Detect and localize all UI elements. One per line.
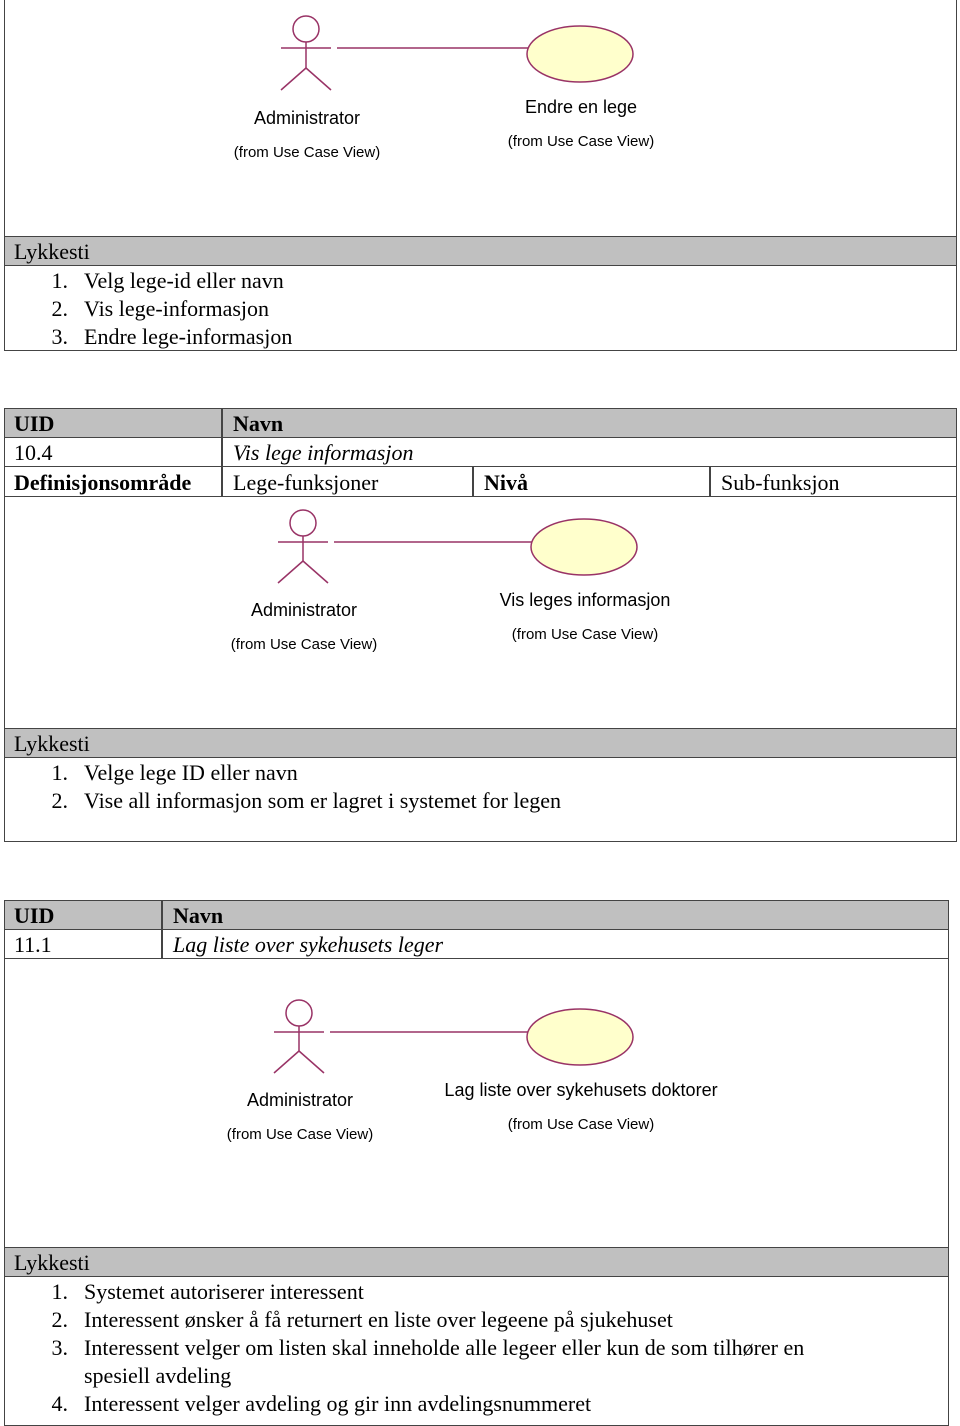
list-item: spesiell avdeling — [84, 1363, 232, 1388]
actor-from-label: (from Use Case View) — [233, 144, 381, 161]
use-case-name: Vis leges informasjon — [499, 590, 671, 610]
list-item: 3. Interessent velger om listen skal inneholde alle legeer eller kun de som tilhører en — [51, 1335, 805, 1360]
list-item: 1. Velg lege-id eller navn — [51, 268, 284, 293]
uid-value: 10.4 — [14, 440, 53, 465]
uid-header: UID — [14, 411, 55, 436]
success-label: Lykkesti — [14, 1250, 90, 1275]
actor-from-label: (from Use Case View) — [230, 636, 378, 653]
actor-name: Administrator — [246, 1090, 354, 1110]
actor-from-label: (from Use Case View) — [226, 1126, 374, 1143]
use-case-from-label: (from Use Case View) — [511, 626, 659, 643]
use-case-name: Lag liste over sykehusets doktorer — [444, 1080, 718, 1100]
use-case-name: Endre en lege — [524, 97, 638, 117]
list-item: 4. Interessent velger avdeling og gir inn avdelingsnummeret — [51, 1391, 592, 1416]
uid-header: UID — [14, 903, 55, 928]
success-label: Lykkesti — [14, 239, 90, 264]
success-header — [4, 1247, 949, 1277]
uid-value: 11.1 — [14, 932, 52, 957]
name-value: Vis lege informasjon — [233, 440, 414, 465]
actor-name: Administrator — [250, 600, 358, 620]
list-item: 1. Systemet autoriserer interessent — [51, 1279, 364, 1304]
name-value: Lag liste over sykehusets leger — [173, 932, 444, 957]
level-label: Nivå — [484, 470, 528, 495]
name-header: Navn — [233, 411, 284, 436]
list-item: 1. Velge lege ID eller navn — [51, 760, 298, 785]
list-item: 2. Vis lege-informasjon — [51, 296, 270, 321]
domain-value: Lege-funksjoner — [233, 470, 379, 495]
level-value: Sub-funksjon — [721, 470, 840, 495]
list-item: 2. Vise all informasjon som er lagret i systemet for legen — [51, 788, 562, 813]
use-case-from-label: (from Use Case View) — [507, 133, 655, 150]
use-case-from-label: (from Use Case View) — [507, 1116, 655, 1133]
list-item: 2. Interessent ønsker å få returnert en liste over legeene på sjukehuset — [51, 1307, 673, 1332]
list-item: 3. Endre lege-informasjon — [51, 324, 293, 349]
success-label: Lykkesti — [14, 731, 90, 756]
name-header: Navn — [173, 903, 224, 928]
domain-label: Definisjonsområde — [14, 470, 192, 495]
actor-name: Administrator — [253, 108, 361, 128]
use-case-ellipse — [527, 1009, 633, 1065]
